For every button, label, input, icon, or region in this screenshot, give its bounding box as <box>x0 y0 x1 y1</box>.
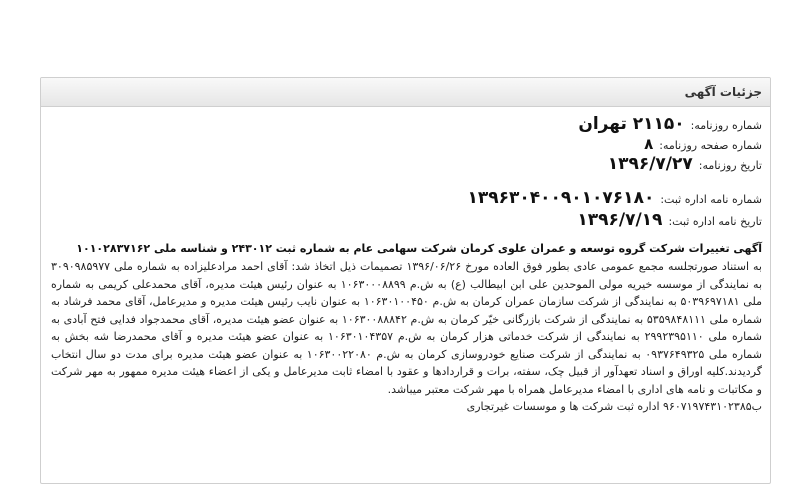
ad-footer: ب۹۶۰۷۱۹۷۴۳۱۰۲۳۸۵ اداره ثبت شرکت ها و موسسات غیرتجاری <box>466 400 762 413</box>
ad-title: آگهی تغییرات شرکت گروه توسعه و عمران علوی کرمان شرکت سهامی عام به شماره ثبت ۲۴۳۰۱۲ و شناسه ملی ۱۰۱۰۲۸۳۷۱۶۲ <box>76 242 762 255</box>
newspaper-number-value: ۲۱۱۵۰ تهران <box>578 114 685 134</box>
registration-letter-date-row <box>51 210 762 232</box>
newspaper-page-label: شماره صفحه روزنامه: <box>659 139 762 152</box>
registration-letter-date-value: ۱۳۹۶/۷/۱۹ <box>577 210 663 230</box>
newspaper-date-value: ۱۳۹۶/۷/۲۷ <box>607 154 693 174</box>
ad-details-content <box>41 107 770 415</box>
ad-details-panel <box>40 77 771 484</box>
ad-body: به استناد صورتجلسه مجمع عمومی عادی بطور فوق العاده مورخ ۱۳۹۶/۰۶/۲۶ تصمیمات ذیل اتخاذ شد: آقای احمد مرادعلیزاده به شماره ملی ۳۰۹۰۹۸۵۹۷۷ به نمایندگی از موسسه خیریه مولی الموحدین علی ابن ابیطالب (ع) به ش.م ۱۰۶۳۰۰۰۸۸۹۹ به عنوان رئیس هیئت مدیره، آقای محمدعلی کریمی به شماره ملی ۵۰۳۹۶۹۷۱۸۱ به نمایندگی از شرکت سازمان عمران کرمان به ش.م ۱۰۶۳۰۱۰۰۴۵۰ به عنوان نایب رئیس هیئت مدیره و مدیرعامل، آقای محمد فرشاد به شماره ملی ۵۳۵۹۸۴۸۱۱۱ به نمایندگی از شرکت بازرگانی خیّر کرمان به ش.م ۱۰۶۳۰۰۸۸۸۴۲ به عنوان عضو هیئت مدیره، آقای محمدجواد فدایی فتح آبادی به شماره ملی ۲۹۹۲۳۹۵۱۱۰ به نمایندگی از شرکت خدماتی هزار کرمان به ش.م ۱۰۶۳۰۱۰۴۳۵۷ به عنوان عضو هیئت مدیره و آقای محمدرضا شه بخش به شماره ملی ۰۹۳۷۶۴۹۳۲۵ به نمایندگی از شرکت صنایع خودروسازی کرمان به ش.م ۱۰۶۳۰۰۲۲۰۸۰ به عنوان عضو هیئت مدیره برای مدت دو سال انتخاب گردیدند.کلیه اوراق و اسناد تعهدآور از قبیل چک، سفته، برات و قراردادها و عقود با امضاء ثابت مدیرعامل و یکی از اعضاء هیئت مدیره ممهور به مهر شرکت و مکاتبات و نامه های اداری با امضاء مدیرعامل همراه با مهر شرکت معتبر میباشد. <box>51 260 763 396</box>
registration-letter-number-label: شماره نامه اداره ثبت: <box>660 193 762 206</box>
registration-letter-date-label: تاریخ نامه اداره ثبت: <box>668 215 762 228</box>
newspaper-date-row <box>51 154 762 176</box>
registration-letter-number-value: ۱۳۹۶۳۰۴۰۰۹۰۱۰۷۶۱۸۰ <box>467 188 655 208</box>
newspaper-number-row <box>51 114 762 135</box>
panel-title: جزئیات آگهی <box>41 78 770 107</box>
newspaper-page-row <box>51 135 762 154</box>
registration-letter-number-row <box>51 188 762 210</box>
newspaper-date-label: تاریخ روزنامه: <box>698 159 762 172</box>
newspaper-number-label: شماره روزنامه: <box>690 119 762 132</box>
newspaper-page-value: ۸ <box>644 135 654 153</box>
